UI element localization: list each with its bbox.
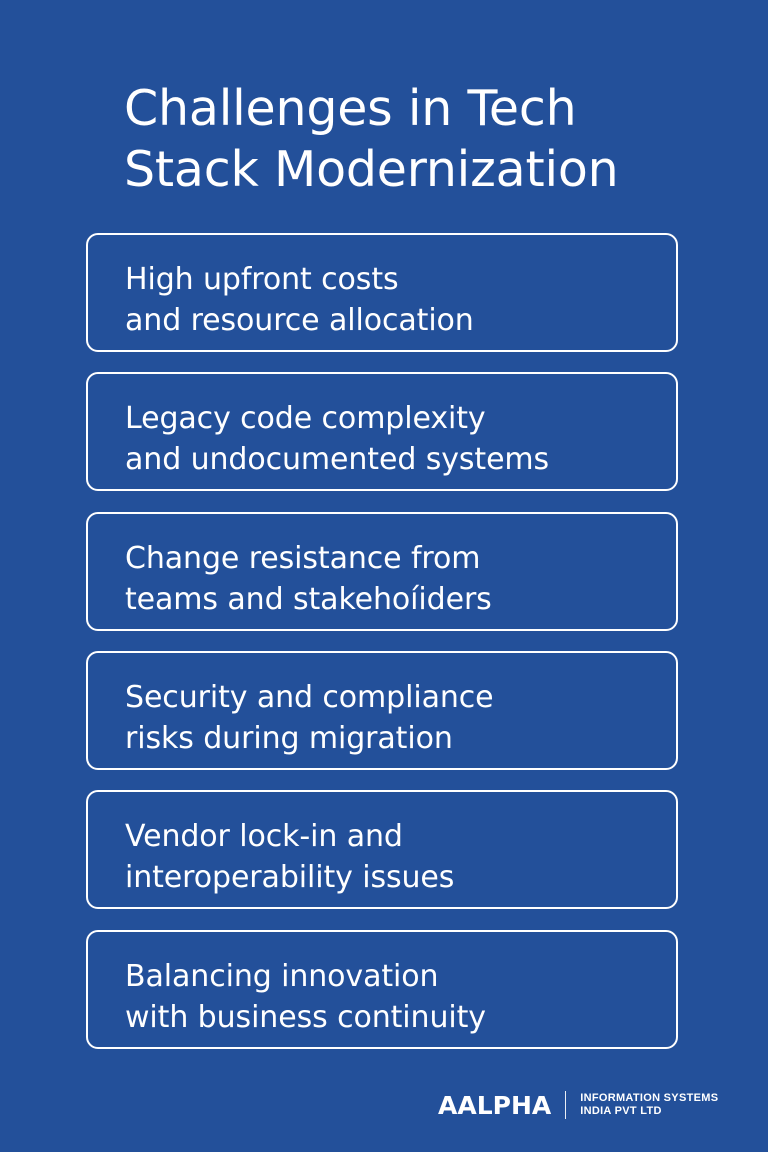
challenge-card-balancing-innovation <box>86 930 678 1049</box>
challenge-text-line-1: Vendor lock-in and <box>125 819 403 854</box>
brand-name: AALPHA <box>438 1090 552 1120</box>
challenge-text-line-2: teams and stakehoíiders <box>125 582 492 617</box>
title-line-1: Challenges in Tech <box>124 80 577 137</box>
challenge-text-line-1: Balancing innovation <box>125 959 439 994</box>
logo-divider <box>565 1091 566 1119</box>
challenge-text-line-2: and undocumented systems <box>125 442 550 477</box>
company-logo <box>438 1088 718 1122</box>
challenge-text-line-1: Change resistance from <box>125 541 481 576</box>
challenge-card-security-compliance <box>86 651 678 770</box>
challenge-text-line-2: with business continuity <box>125 1000 486 1035</box>
challenge-card-vendor-lock-in <box>86 790 678 909</box>
page-title <box>124 78 724 200</box>
challenge-text-line-2: and resource allocation <box>125 303 474 338</box>
tagline-line-1: INFORMATION SYSTEMS <box>580 1092 719 1104</box>
challenge-card-legacy-code <box>86 372 678 491</box>
brand-tagline <box>580 1092 718 1118</box>
challenge-text-line-1: High upfront costs <box>125 262 399 297</box>
challenge-card-upfront-costs <box>86 233 678 352</box>
challenge-card-change-resistance <box>86 512 678 631</box>
challenge-text-line-1: Legacy code complexity <box>125 401 486 436</box>
title-line-2: Stack Modernization <box>124 141 619 198</box>
challenge-text-line-2: risks during migration <box>125 721 453 756</box>
challenge-text-line-2: interoperability issues <box>125 860 455 895</box>
challenge-text-line-1: Security and compliance <box>125 680 494 715</box>
tagline-line-2: INDIA PVT LTD <box>580 1105 662 1117</box>
